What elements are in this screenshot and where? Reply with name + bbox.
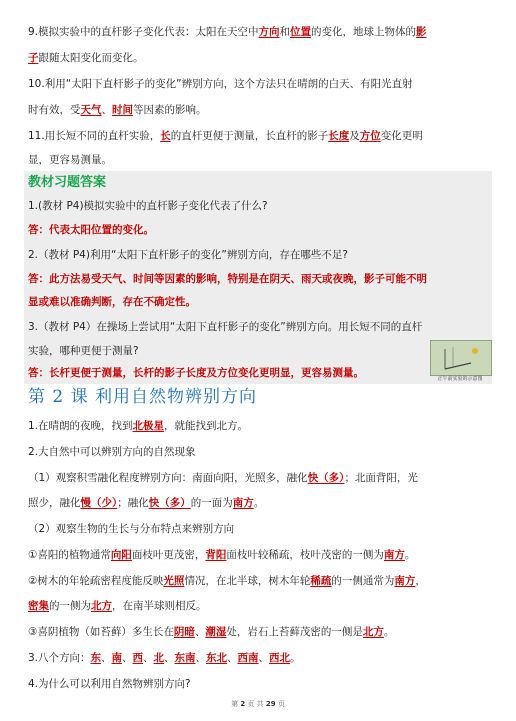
lesson-point-2-2-b — [28, 569, 490, 593]
answer: 潮湿 — [205, 626, 227, 638]
text: ， — [415, 575, 426, 587]
answer: 南方 — [383, 549, 405, 561]
answer-2-cont — [28, 290, 490, 314]
text: 变化更明 — [380, 130, 423, 142]
answer-text: 显或难以准确判断，存在不确定性。 — [28, 296, 196, 308]
page-number: 2 — [240, 700, 246, 708]
figure-image — [430, 340, 492, 376]
answer: 北方 — [91, 600, 112, 612]
answer-2 — [28, 267, 490, 291]
text: 、 — [194, 626, 206, 638]
answer: 北极星 — [132, 420, 165, 432]
answer-1 — [28, 218, 490, 242]
text: 的一面为 — [190, 497, 233, 509]
lesson-point-2-1 — [28, 466, 490, 490]
text: 的一侧为 — [49, 600, 91, 612]
answer: 光照 — [163, 575, 185, 587]
lesson-point-2-2-a — [28, 543, 490, 567]
answer: 北 — [153, 652, 165, 664]
text: 。 — [404, 549, 416, 561]
answer: 西南 — [237, 652, 259, 664]
text: 。 — [383, 626, 395, 638]
question-3-cont: 实验，哪种更便于测量? — [28, 345, 139, 357]
text: （1）观察积雪融化程度辨别方向：南面向阳，光照多，融化 — [28, 472, 308, 484]
answer: 快（多） — [307, 472, 345, 484]
text: 的变化，地球上物体的 — [311, 26, 417, 38]
answer: 阴暗 — [173, 626, 195, 638]
answer: 慢（少） — [80, 497, 118, 509]
text: ；北面背阳，光 — [344, 472, 418, 484]
answer-prefix: 答： — [28, 273, 49, 285]
answer: 时间 — [112, 104, 133, 116]
text: 跟随太阳变化而变化。 — [38, 52, 144, 64]
answer: 东南 — [174, 652, 196, 664]
answer: 快（多） — [148, 497, 191, 509]
lesson-point-2-1-cont — [28, 491, 490, 515]
lesson-point-2: 2.大自然中可以辨别方向的自然现象 — [28, 446, 196, 458]
answer: 天气 — [80, 104, 102, 116]
text: 的一侧通常为 — [331, 575, 395, 587]
text: 、 — [258, 652, 270, 664]
question-3: 3.（教材 P4）在操场上尝试用“太阳下直杆影子的变化”辨别方向。用长短不同的直杆 — [28, 321, 423, 333]
text: 情况，在北半球，树木年轮 — [184, 575, 311, 587]
text: ；融化 — [117, 497, 149, 509]
lesson-title: 第 2 课 利用自然物辨别方向 — [28, 387, 258, 407]
answer-prefix: 答： — [28, 367, 49, 379]
text: 9.模拟实验中的直杆影子变化代表：太阳在天空中 — [28, 26, 259, 38]
text: 和 — [279, 26, 291, 38]
answer: 西北 — [269, 652, 291, 664]
text: 时有效，受 — [28, 104, 81, 116]
paragraph-10-cont — [28, 98, 490, 122]
text: ，在南半球则相反。 — [112, 600, 207, 612]
text: ③喜阴植物（如苔藓）多生长在 — [28, 626, 174, 638]
text: 11.用长短不同的直杆实验， — [28, 130, 161, 142]
text: 处，岩石上苔藓茂密的一侧是 — [226, 626, 363, 638]
text: 的直杆更便于测量，长直杆的影子 — [170, 130, 329, 142]
text: ①喜阳的植物通常 — [28, 549, 111, 561]
page-total: 29 — [265, 700, 276, 708]
text: 、 — [122, 652, 133, 664]
figure-caption: 正午前实验的示意图 — [437, 376, 483, 382]
text: 、 — [164, 652, 175, 664]
answer-text: 代表太阳位置的变化。 — [49, 224, 154, 236]
answer: 南方 — [232, 497, 254, 509]
answer: 南方 — [394, 575, 416, 587]
text: 照少，融化 — [28, 497, 81, 509]
answer: 东北 — [206, 652, 228, 664]
answer-text: 长杆更便于测量，长杆的影子长度及方位变化更明显，更容易测量。 — [49, 367, 364, 379]
answer-text: 此方法易受天气、时间等因素的影响，特别是在阴天、雨天或夜晚，影子可能不明 — [49, 273, 427, 285]
answer: 方向 — [258, 26, 280, 38]
answer: 长 — [160, 130, 171, 142]
answer: 子 — [28, 52, 39, 64]
text: 等因素的影响。 — [133, 104, 207, 116]
page-footer — [0, 699, 516, 709]
text: 、 — [227, 652, 238, 664]
answer-3 — [28, 361, 490, 385]
answer: 背阳 — [205, 549, 227, 561]
answer: 位置 — [290, 26, 312, 38]
paragraph-9-cont — [28, 46, 490, 70]
question-1: 1.(教材 P4)模拟实验中的直杆影子变化代表了什么? — [28, 200, 268, 212]
paragraph-11-cont: 显，更容易测量。 — [28, 154, 112, 166]
answer-prefix: 答： — [28, 224, 49, 236]
text: ②树木的年轮疏密程度能反映 — [28, 575, 164, 587]
footer-text: 页 — [277, 700, 285, 708]
lesson-point-1 — [28, 414, 490, 438]
figure-illustration — [431, 341, 491, 375]
section-heading: 教材习题答案 — [28, 175, 107, 190]
text: 面枝叶较稀疏，枝叶茂密的一侧为 — [226, 549, 384, 561]
question-2: 2.（教材 P4)利用“太阳下直杆影子的变化”辨别方向，存在哪些不足? — [28, 249, 348, 261]
lesson-point-2-2-c — [28, 620, 490, 644]
answer: 方位 — [359, 130, 381, 142]
footer-text: 第 — [231, 700, 239, 708]
paragraph-9 — [28, 20, 490, 44]
footer-text: 页 共 — [247, 700, 264, 708]
lesson-point-2-2: （2）观察生物的生长与分布特点来辨别方向 — [28, 523, 235, 535]
text: 面枝叶更茂密， — [131, 549, 206, 561]
answer: 东 — [90, 652, 102, 664]
lesson-point-4: 4.为什么可以利用自然物辨别方向? — [28, 678, 191, 690]
text: 、 — [101, 104, 112, 116]
paragraph-10: 10.利用“太阳下直杆影子的变化”辨别方向，这个方法只在晴朗的白天、有阳光直射 — [28, 78, 413, 90]
text: 。 — [290, 652, 301, 664]
lesson-point-3 — [28, 646, 490, 670]
text: 及 — [349, 130, 360, 142]
text: 1.在晴朗的夜晚，找到 — [28, 420, 133, 432]
text: 、 — [143, 652, 154, 664]
answer: 长度 — [328, 130, 350, 142]
answer: 南 — [111, 652, 123, 664]
lesson-point-2-2-b-cont — [28, 594, 490, 618]
text: ，就能找到北方。 — [164, 420, 249, 432]
shadow-experiment-figure — [430, 340, 490, 386]
text: 。 — [253, 497, 265, 509]
answer: 北方 — [362, 626, 384, 638]
paragraph-11 — [28, 124, 490, 148]
answer: 稀疏 — [310, 575, 332, 587]
text: 、 — [101, 652, 112, 664]
answer: 向阳 — [110, 549, 132, 561]
answer: 西 — [132, 652, 144, 664]
answer: 影 — [416, 26, 427, 38]
answer: 密集 — [28, 600, 49, 612]
text: 3.八个方向： — [28, 652, 91, 664]
text: 、 — [195, 652, 207, 664]
